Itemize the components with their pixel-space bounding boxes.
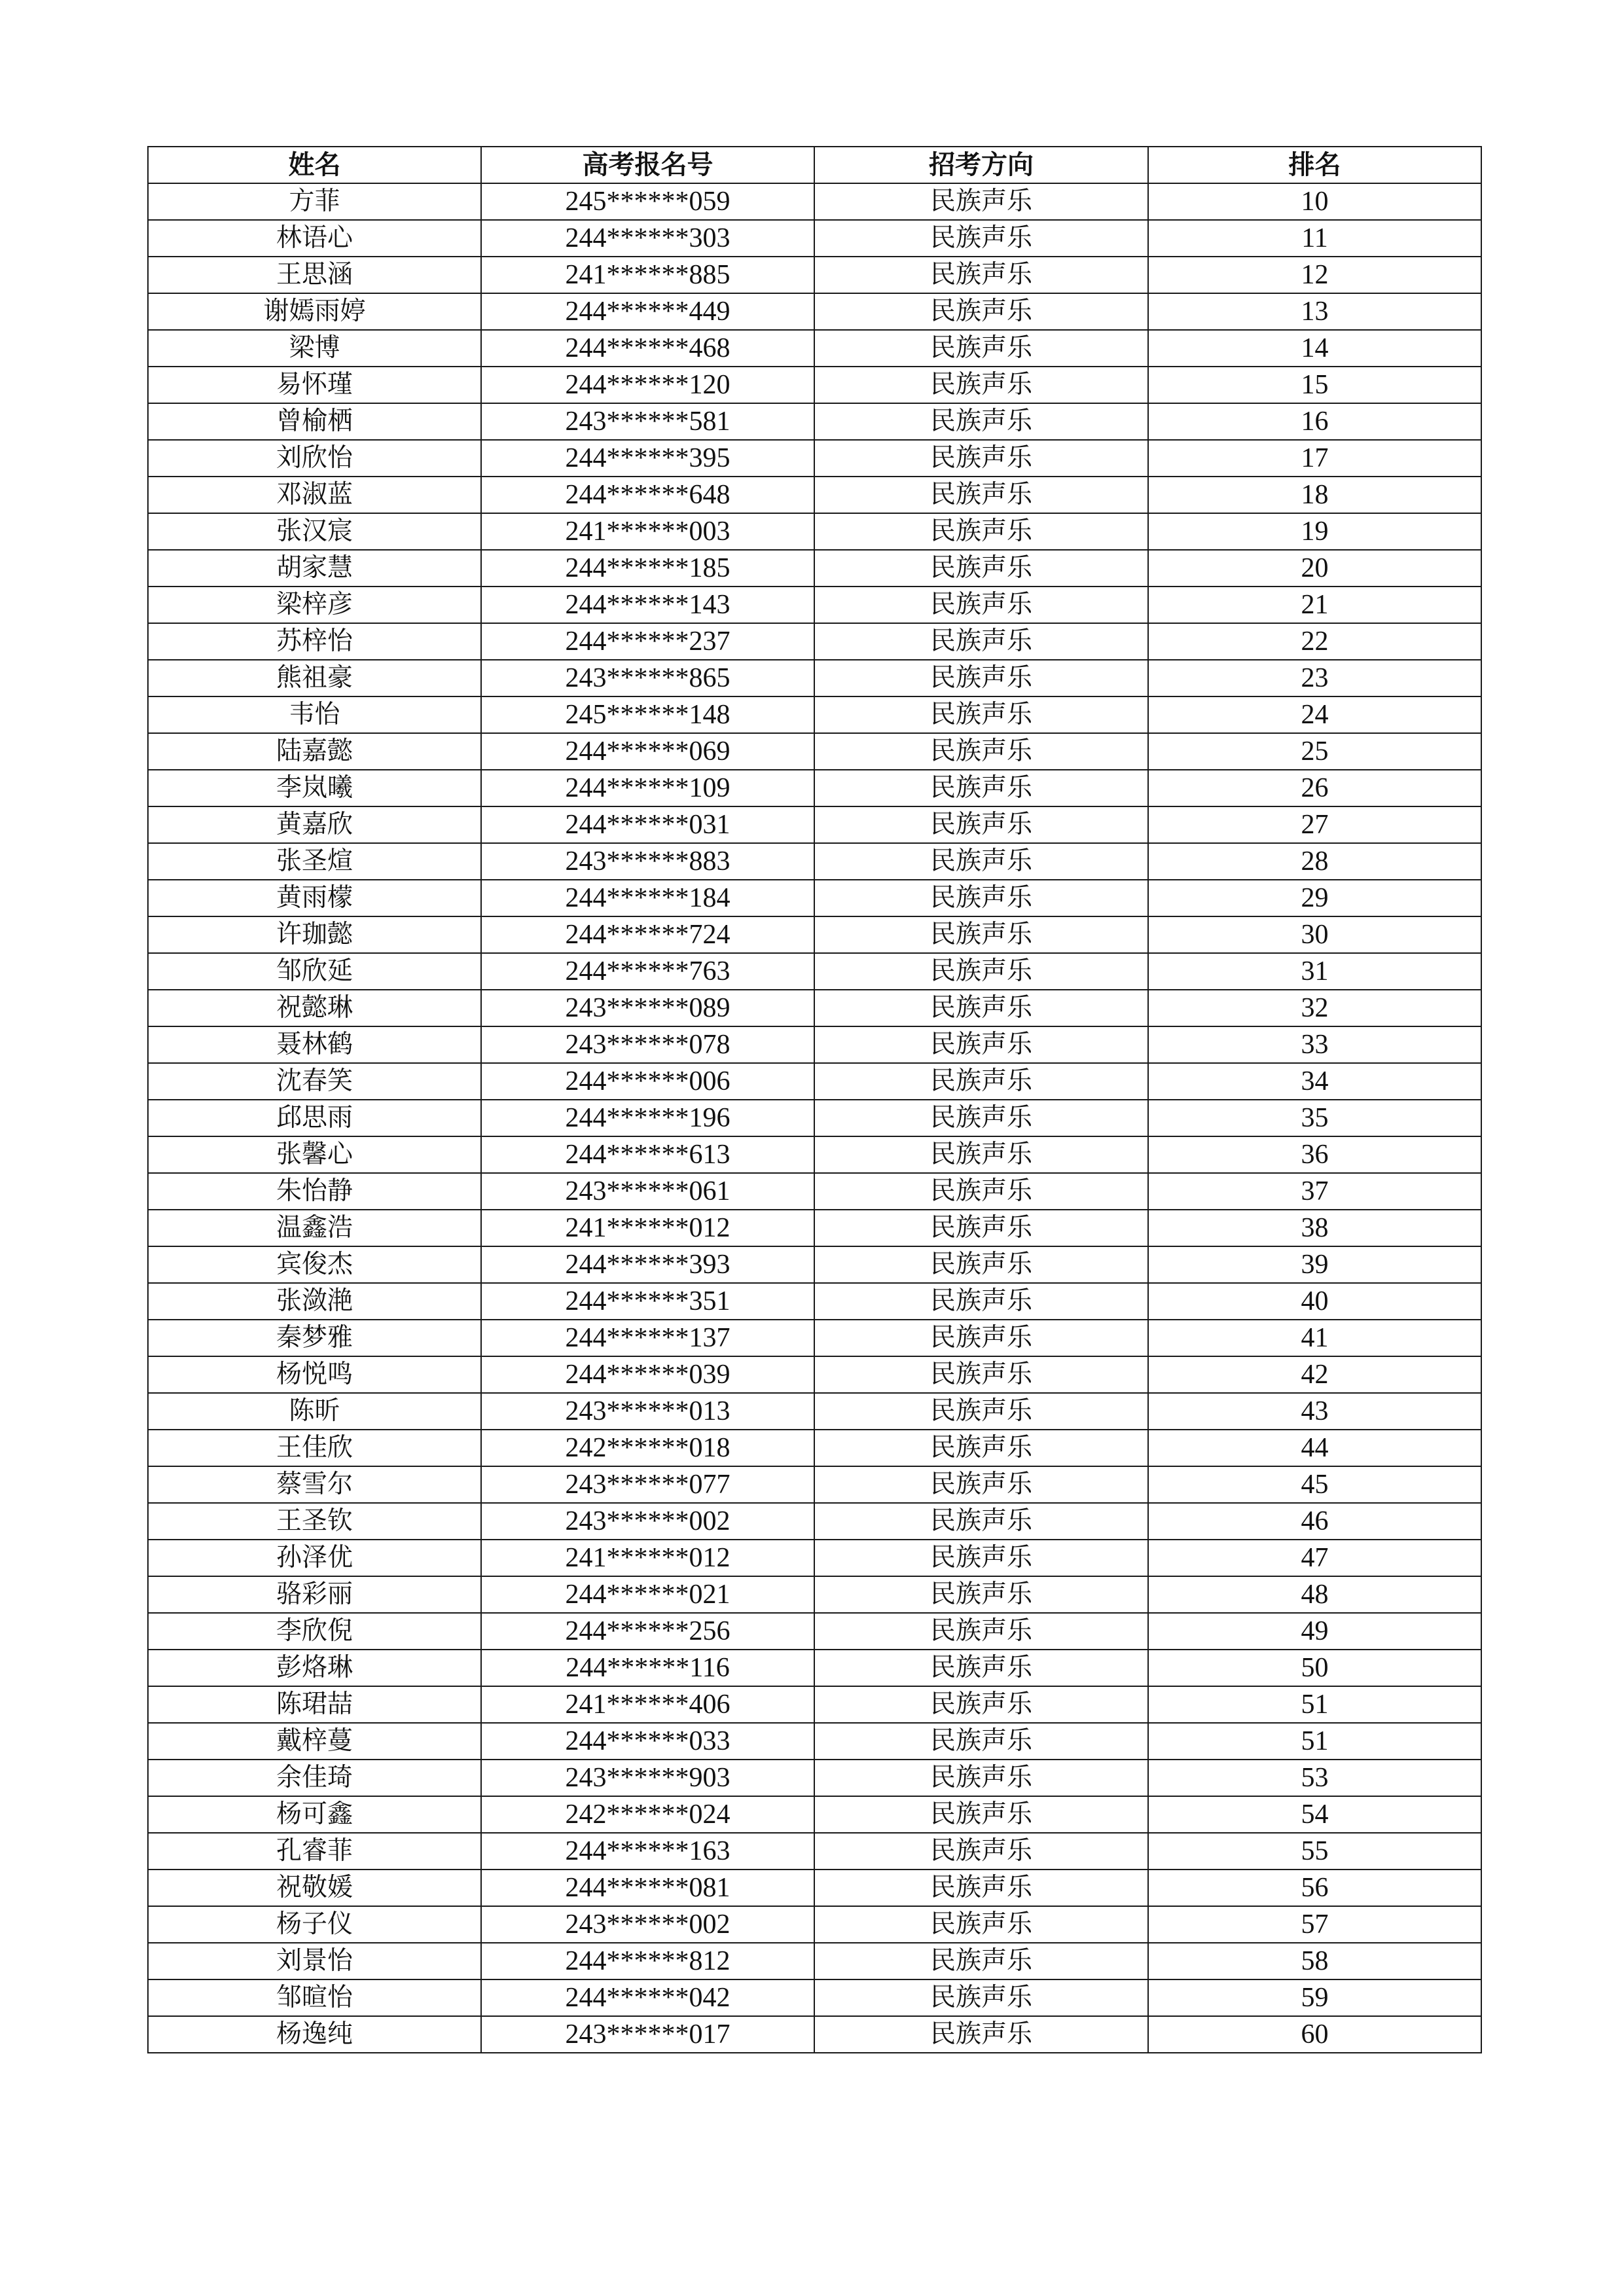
cell-rank: 14 [1148,330,1481,367]
cell-rank: 11 [1148,220,1481,257]
cell-name: 骆彩丽 [148,1576,481,1613]
cell-rank: 50 [1148,1650,1481,1686]
cell-direction: 民族声乐 [814,1686,1148,1723]
cell-rank: 59 [1148,1979,1481,2016]
table-row [148,1063,1481,1100]
cell-direction: 民族声乐 [814,2016,1148,2053]
cell-direction: 民族声乐 [814,1870,1148,1906]
cell-direction: 民族声乐 [814,1466,1148,1503]
cell-direction: 民族声乐 [814,220,1148,257]
cell-direction: 民族声乐 [814,1283,1148,1320]
table-row [148,550,1481,587]
table-row [148,1686,1481,1723]
cell-exam-id: 245******148 [481,696,814,733]
cell-rank: 10 [1148,183,1481,220]
cell-name: 宾俊杰 [148,1246,481,1283]
cell-name: 陈昕 [148,1393,481,1430]
table-row [148,1979,1481,2016]
cell-direction: 民族声乐 [814,257,1148,293]
cell-name: 孔睿菲 [148,1833,481,1870]
cell-exam-id: 243******002 [481,1906,814,1943]
cell-direction: 民族声乐 [814,183,1148,220]
cell-direction: 民族声乐 [814,1503,1148,1540]
cell-direction: 民族声乐 [814,367,1148,403]
cell-direction: 民族声乐 [814,293,1148,330]
cell-name: 黄嘉欣 [148,806,481,843]
cell-exam-id: 243******077 [481,1466,814,1503]
cell-rank: 49 [1148,1613,1481,1650]
cell-direction: 民族声乐 [814,916,1148,953]
table-row [148,440,1481,477]
cell-rank: 21 [1148,587,1481,623]
cell-exam-id: 244******185 [481,550,814,587]
cell-rank: 31 [1148,953,1481,990]
table-row [148,1210,1481,1246]
cell-name: 李岚曦 [148,770,481,806]
cell-direction: 民族声乐 [814,1723,1148,1760]
cell-rank: 36 [1148,1136,1481,1173]
cell-name: 梁梓彦 [148,587,481,623]
cell-rank: 42 [1148,1356,1481,1393]
cell-direction: 民族声乐 [814,696,1148,733]
cell-exam-id: 244******006 [481,1063,814,1100]
cell-name: 李欣倪 [148,1613,481,1650]
header-direction: 招考方向 [814,147,1148,183]
cell-rank: 29 [1148,880,1481,916]
cell-exam-id: 244******237 [481,623,814,660]
cell-name: 陈珺喆 [148,1686,481,1723]
cell-exam-id: 241******012 [481,1210,814,1246]
cell-name: 杨子仪 [148,1906,481,1943]
cell-rank: 33 [1148,1026,1481,1063]
cell-name: 邓淑蓝 [148,477,481,513]
cell-name: 黄雨檬 [148,880,481,916]
cell-direction: 民族声乐 [814,587,1148,623]
cell-exam-id: 244******724 [481,916,814,953]
cell-name: 林语心 [148,220,481,257]
cell-direction: 民族声乐 [814,1246,1148,1283]
cell-name: 王圣钦 [148,1503,481,1540]
table-row [148,183,1481,220]
cell-exam-id: 244******031 [481,806,814,843]
cell-rank: 37 [1148,1173,1481,1210]
cell-direction: 民族声乐 [814,1320,1148,1356]
cell-rank: 12 [1148,257,1481,293]
cell-rank: 54 [1148,1796,1481,1833]
cell-name: 刘欣怡 [148,440,481,477]
cell-name: 杨悦鸣 [148,1356,481,1393]
cell-exam-id: 244******449 [481,293,814,330]
cell-rank: 47 [1148,1540,1481,1576]
table-row [148,1393,1481,1430]
cell-direction: 民族声乐 [814,1430,1148,1466]
cell-rank: 27 [1148,806,1481,843]
cell-exam-id: 244******393 [481,1246,814,1283]
table-row [148,1320,1481,1356]
cell-exam-id: 244******109 [481,770,814,806]
cell-rank: 60 [1148,2016,1481,2053]
table-row [148,2016,1481,2053]
cell-exam-id: 243******581 [481,403,814,440]
cell-name: 孙泽优 [148,1540,481,1576]
cell-rank: 26 [1148,770,1481,806]
cell-exam-id: 244******021 [481,1576,814,1613]
table-row [148,990,1481,1026]
cell-direction: 民族声乐 [814,330,1148,367]
cell-rank: 34 [1148,1063,1481,1100]
table-row [148,367,1481,403]
cell-direction: 民族声乐 [814,1173,1148,1210]
cell-name: 王佳欣 [148,1430,481,1466]
table-row [148,1246,1481,1283]
table-row [148,1026,1481,1063]
cell-name: 杨可鑫 [148,1796,481,1833]
cell-direction: 民族声乐 [814,1833,1148,1870]
table-row [148,1613,1481,1650]
cell-rank: 45 [1148,1466,1481,1503]
cell-exam-id: 244******120 [481,367,814,403]
cell-rank: 30 [1148,916,1481,953]
cell-exam-id: 244******042 [481,1979,814,2016]
cell-direction: 民族声乐 [814,1393,1148,1430]
header-row [148,147,1481,183]
cell-name: 戴梓蔓 [148,1723,481,1760]
table-row [148,953,1481,990]
cell-exam-id: 243******883 [481,843,814,880]
cell-exam-id: 243******061 [481,1173,814,1210]
cell-rank: 25 [1148,733,1481,770]
cell-name: 韦怡 [148,696,481,733]
cell-name: 胡家慧 [148,550,481,587]
table-row [148,806,1481,843]
table-row [148,1833,1481,1870]
cell-name: 祝敬媛 [148,1870,481,1906]
cell-rank: 40 [1148,1283,1481,1320]
cell-rank: 16 [1148,403,1481,440]
cell-rank: 41 [1148,1320,1481,1356]
cell-name: 张潋滟 [148,1283,481,1320]
cell-direction: 民族声乐 [814,513,1148,550]
cell-direction: 民族声乐 [814,843,1148,880]
cell-name: 聂林鹤 [148,1026,481,1063]
cell-rank: 57 [1148,1906,1481,1943]
cell-direction: 民族声乐 [814,1943,1148,1979]
cell-exam-id: 244******303 [481,220,814,257]
cell-exam-id: 243******013 [481,1393,814,1430]
cell-rank: 19 [1148,513,1481,550]
cell-direction: 民族声乐 [814,1063,1148,1100]
cell-exam-id: 244******081 [481,1870,814,1906]
cell-direction: 民族声乐 [814,1136,1148,1173]
cell-exam-id: 244******039 [481,1356,814,1393]
cell-rank: 51 [1148,1723,1481,1760]
table-row [148,1430,1481,1466]
cell-exam-id: 244******648 [481,477,814,513]
cell-rank: 56 [1148,1870,1481,1906]
cell-name: 苏梓怡 [148,623,481,660]
cell-exam-id: 244******184 [481,880,814,916]
table-row [148,623,1481,660]
cell-direction: 民族声乐 [814,953,1148,990]
table-row [148,1100,1481,1136]
cell-name: 温鑫浩 [148,1210,481,1246]
cell-rank: 17 [1148,440,1481,477]
table-row [148,696,1481,733]
table-row [148,293,1481,330]
cell-direction: 民族声乐 [814,477,1148,513]
table-row [148,880,1481,916]
cell-direction: 民族声乐 [814,1026,1148,1063]
table-row [148,1173,1481,1210]
cell-direction: 民族声乐 [814,880,1148,916]
cell-name: 方菲 [148,183,481,220]
cell-name: 彭烙琳 [148,1650,481,1686]
cell-exam-id: 241******003 [481,513,814,550]
cell-exam-id: 244******116 [481,1650,814,1686]
cell-name: 许珈懿 [148,916,481,953]
cell-name: 杨逸纯 [148,2016,481,2053]
cell-name: 易怀瑾 [148,367,481,403]
cell-name: 沈春笑 [148,1063,481,1100]
cell-exam-id: 243******865 [481,660,814,696]
cell-rank: 35 [1148,1100,1481,1136]
cell-name: 张圣煊 [148,843,481,880]
table-row [148,220,1481,257]
cell-direction: 民族声乐 [814,660,1148,696]
cell-direction: 民族声乐 [814,1906,1148,1943]
cell-direction: 民族声乐 [814,623,1148,660]
table-row [148,1466,1481,1503]
cell-rank: 15 [1148,367,1481,403]
cell-exam-id: 244******033 [481,1723,814,1760]
table-row [148,1870,1481,1906]
cell-exam-id: 244******395 [481,440,814,477]
cell-rank: 51 [1148,1686,1481,1723]
cell-exam-id: 244******812 [481,1943,814,1979]
table-row [148,1760,1481,1796]
cell-name: 邹欣延 [148,953,481,990]
header-rank: 排名 [1148,147,1481,183]
cell-exam-id: 243******002 [481,1503,814,1540]
cell-exam-id: 244******163 [481,1833,814,1870]
table-row [148,916,1481,953]
table-row [148,257,1481,293]
cell-rank: 46 [1148,1503,1481,1540]
cell-exam-id: 243******903 [481,1760,814,1796]
cell-rank: 55 [1148,1833,1481,1870]
cell-name: 张汉宸 [148,513,481,550]
cell-rank: 44 [1148,1430,1481,1466]
cell-rank: 28 [1148,843,1481,880]
header-exam-id: 高考报名号 [481,147,814,183]
cell-direction: 民族声乐 [814,1796,1148,1833]
cell-direction: 民族声乐 [814,1356,1148,1393]
cell-name: 邹暄怡 [148,1979,481,2016]
cell-rank: 20 [1148,550,1481,587]
cell-name: 祝懿琳 [148,990,481,1026]
cell-rank: 18 [1148,477,1481,513]
table-row [148,1356,1481,1393]
cell-name: 秦梦雅 [148,1320,481,1356]
cell-name: 梁博 [148,330,481,367]
cell-name: 谢嫣雨婷 [148,293,481,330]
cell-direction: 民族声乐 [814,770,1148,806]
table-row [148,660,1481,696]
table-row [148,1943,1481,1979]
cell-name: 陆嘉懿 [148,733,481,770]
cell-exam-id: 244******613 [481,1136,814,1173]
cell-exam-id: 244******468 [481,330,814,367]
cell-rank: 22 [1148,623,1481,660]
cell-exam-id: 244******196 [481,1100,814,1136]
cell-direction: 民族声乐 [814,1576,1148,1613]
cell-exam-id: 244******256 [481,1613,814,1650]
cell-exam-id: 243******078 [481,1026,814,1063]
cell-direction: 民族声乐 [814,1210,1148,1246]
cell-exam-id: 241******885 [481,257,814,293]
cell-exam-id: 242******024 [481,1796,814,1833]
cell-rank: 38 [1148,1210,1481,1246]
cell-exam-id: 241******406 [481,1686,814,1723]
table-body [148,183,1481,2053]
table-row [148,1576,1481,1613]
cell-direction: 民族声乐 [814,1650,1148,1686]
cell-rank: 23 [1148,660,1481,696]
table-row [148,1503,1481,1540]
cell-name: 曾榆栖 [148,403,481,440]
cell-direction: 民族声乐 [814,1100,1148,1136]
cell-exam-id: 245******059 [481,183,814,220]
cell-name: 刘景怡 [148,1943,481,1979]
cell-rank: 39 [1148,1246,1481,1283]
cell-direction: 民族声乐 [814,733,1148,770]
cell-direction: 民族声乐 [814,990,1148,1026]
table-row [148,330,1481,367]
table-row [148,403,1481,440]
table-row [148,843,1481,880]
table-row [148,1136,1481,1173]
cell-direction: 民族声乐 [814,806,1148,843]
cell-exam-id: 244******143 [481,587,814,623]
cell-name: 蔡雪尔 [148,1466,481,1503]
table-row [148,1283,1481,1320]
cell-exam-id: 244******763 [481,953,814,990]
table-row [148,1723,1481,1760]
table-row [148,587,1481,623]
cell-direction: 民族声乐 [814,1760,1148,1796]
cell-direction: 民族声乐 [814,440,1148,477]
cell-name: 邱思雨 [148,1100,481,1136]
table-row [148,1540,1481,1576]
table-row [148,1906,1481,1943]
cell-rank: 53 [1148,1760,1481,1796]
cell-exam-id: 242******018 [481,1430,814,1466]
cell-exam-id: 243******017 [481,2016,814,2053]
cell-rank: 13 [1148,293,1481,330]
cell-direction: 民族声乐 [814,1540,1148,1576]
cell-name: 张馨心 [148,1136,481,1173]
table-row [148,770,1481,806]
cell-name: 熊祖豪 [148,660,481,696]
cell-direction: 民族声乐 [814,550,1148,587]
cell-exam-id: 241******012 [481,1540,814,1576]
cell-name: 朱怡静 [148,1173,481,1210]
cell-rank: 48 [1148,1576,1481,1613]
cell-direction: 民族声乐 [814,1979,1148,2016]
cell-exam-id: 244******137 [481,1320,814,1356]
cell-name: 王思涵 [148,257,481,293]
table-row [148,1796,1481,1833]
cell-exam-id: 243******089 [481,990,814,1026]
table-row [148,513,1481,550]
cell-name: 余佳琦 [148,1760,481,1796]
cell-direction: 民族声乐 [814,1613,1148,1650]
cell-exam-id: 244******069 [481,733,814,770]
table-row [148,1650,1481,1686]
cell-exam-id: 244******351 [481,1283,814,1320]
cell-rank: 43 [1148,1393,1481,1430]
table-row [148,477,1481,513]
cell-rank: 32 [1148,990,1481,1026]
table-row [148,733,1481,770]
ranking-table [147,146,1482,2053]
cell-rank: 58 [1148,1943,1481,1979]
cell-rank: 24 [1148,696,1481,733]
header-name: 姓名 [148,147,481,183]
cell-direction: 民族声乐 [814,403,1148,440]
